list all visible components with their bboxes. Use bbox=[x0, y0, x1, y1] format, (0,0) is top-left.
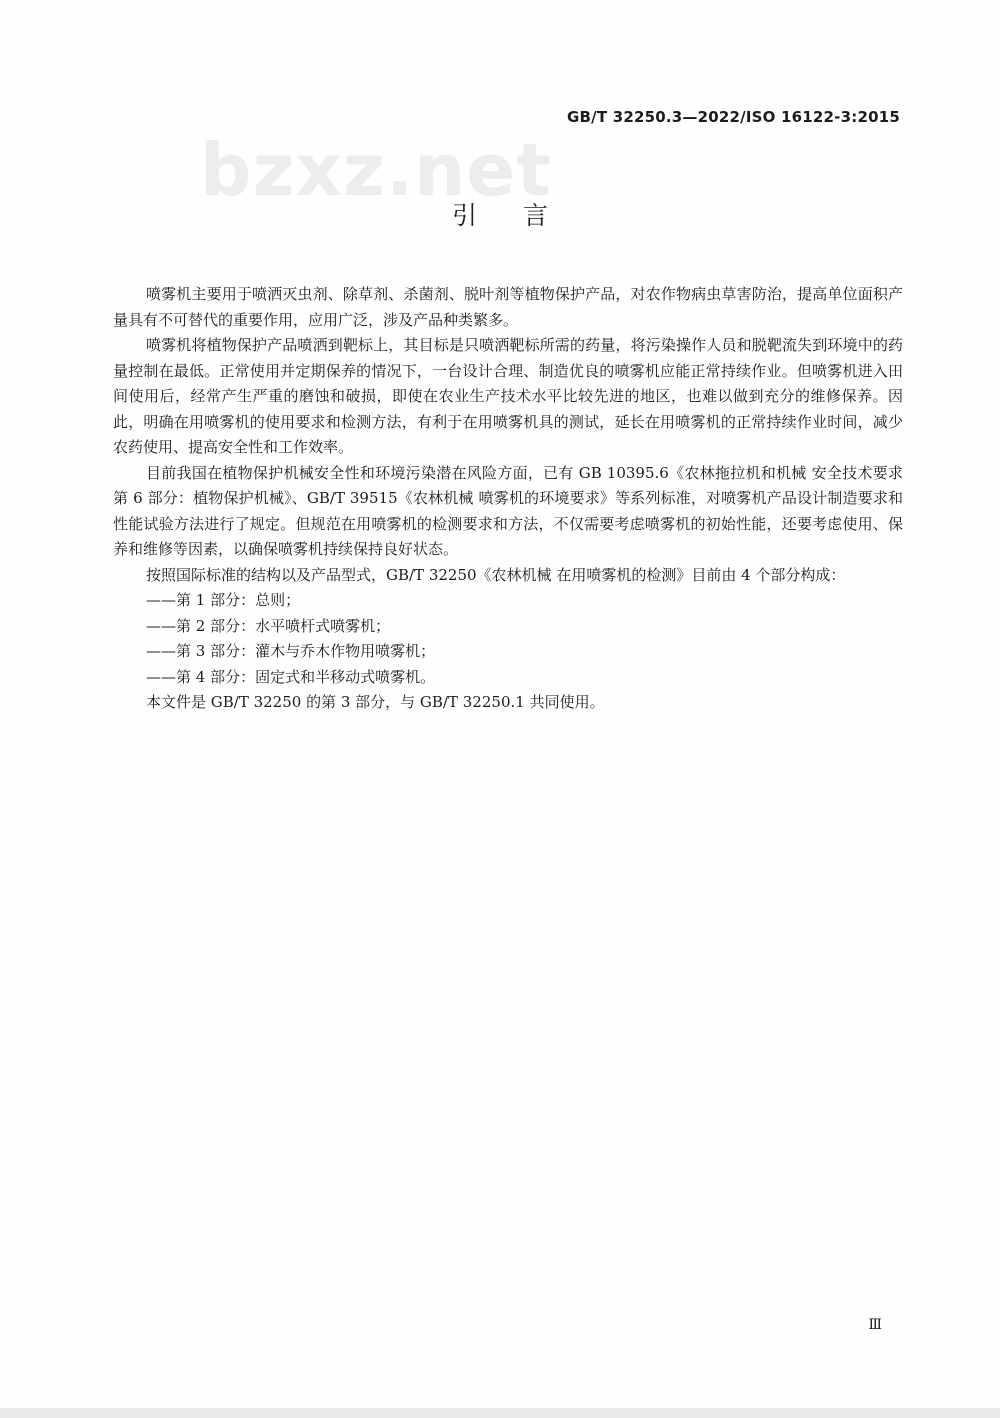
page-title: 引言 bbox=[451, 201, 594, 230]
watermark: bzxz.net bbox=[200, 128, 552, 212]
paragraph: 喷雾机将植物保护产品喷洒到靶标上，其目标是只喷洒靶标所需的药量，将污染操作人员和脱靶流失到环境中的药量控制在最低。正常使用并定期保养的情况下，一台设计合理、制造优良的喷雾机应能正常持续作业。但喷雾机进入田间使用后，经常产生严重的磨蚀和破损，即使在农业生产技术水平比较先进的地区，也难以做到充分的维修保养。因此，明确在用喷雾机的使用要求和检测方法，有利于在用喷雾机具的测试，延长在用喷雾机的正常持续作业时间，减少农药使用、提高安全性和工作效率。 bbox=[113, 336, 903, 456]
paragraph: 喷雾机主要用于喷洒灭虫剂、除草剂、杀菌剂、脱叶剂等植物保护产品，对农作物病虫草害防治，提高单位面积产量具有不可替代的重要作用，应用广泛，涉及产品种类繁多。 bbox=[113, 285, 903, 329]
list-item: ——第 2 部分：水平喷杆式喷雾机； bbox=[146, 616, 391, 635]
paragraph: 目前我国在植物保护机械安全性和环境污染潜在风险方面，已有 GB 10395.6《农林拖拉机和机械 安全技术要求 第 6 部分：植物保护机械》、GB/T 39515《农林机械 喷雾机的环境要求》等系列标准，对喷雾机产品设计制造要求和性能试验方法进行了规定。但规范在用喷雾机的检测要求和方法，不仅需要考虑喷雾机的初始性能，还要考虑使用、保养和维修等因素，以确保喷雾机持续保持良好状态。 bbox=[113, 463, 903, 558]
list-item: ——第 1 部分：总则； bbox=[146, 591, 301, 609]
page-number: Ⅲ bbox=[868, 1317, 882, 1333]
list-item: ——第 4 部分：固定式和半移动式喷雾机。 bbox=[146, 667, 436, 686]
list-item: ——第 3 部分：灌木与乔木作物用喷雾机； bbox=[146, 642, 436, 660]
closing-paragraph: 本文件是 GB/T 32250 的第 3 部分，与 GB/T 32250.1 共同使用。 bbox=[146, 693, 605, 711]
introduction-body bbox=[113, 282, 903, 716]
paragraph: 按照国际标准的结构以及产品型式，GB/T 32250《农林机械 在用喷雾机的检测》目前由 4 个部分构成： bbox=[146, 565, 846, 584]
standard-number: GB/T 32250.3—2022/ISO 16122-3:2015 bbox=[567, 108, 900, 126]
